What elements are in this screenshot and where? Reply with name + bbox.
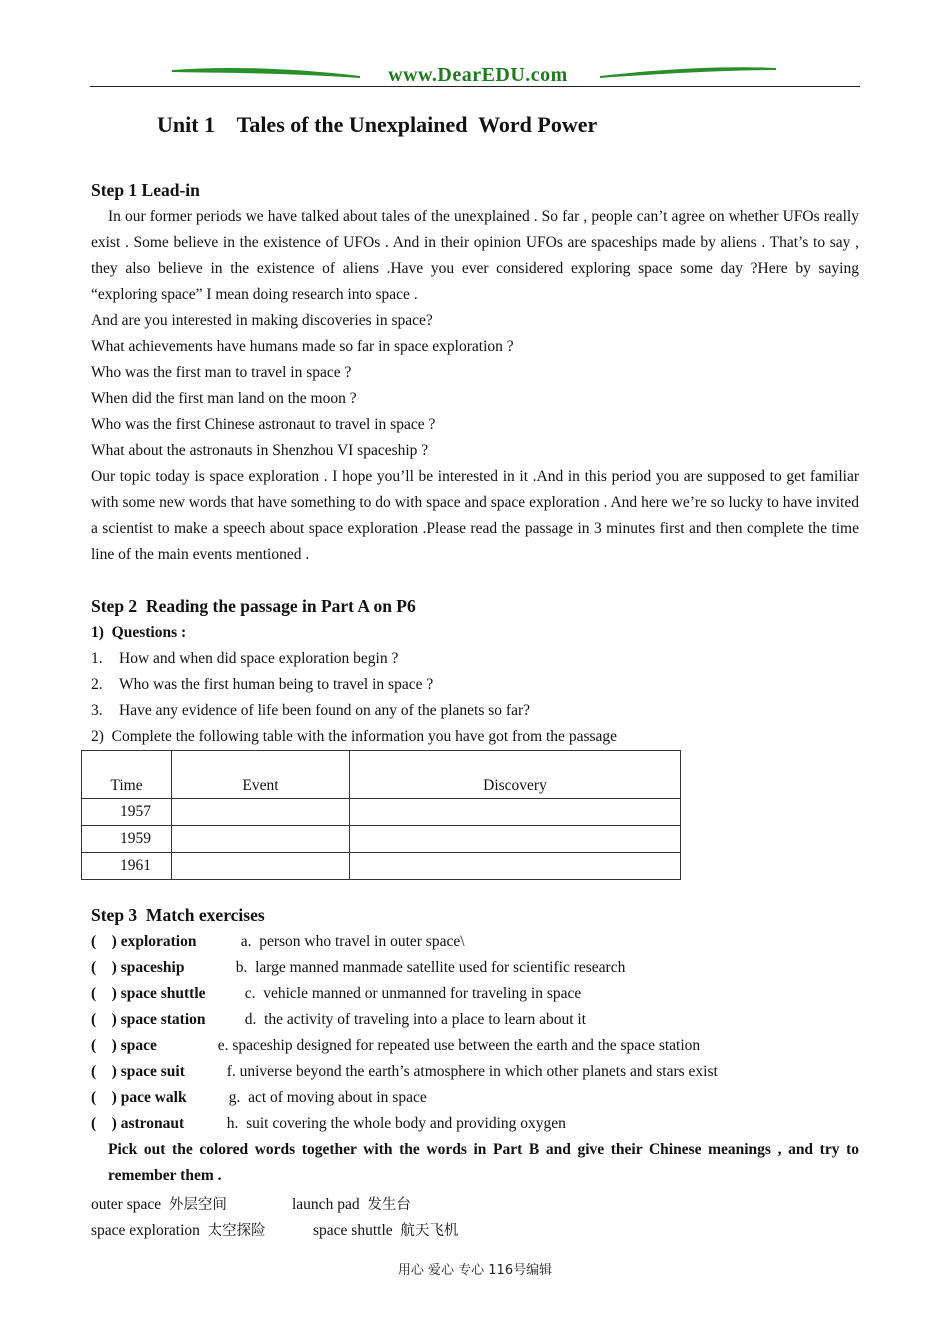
question-text: Who was the first human being to travel in space ?	[119, 676, 434, 693]
answer-blank[interactable]: ( )	[91, 1063, 117, 1080]
match-item	[91, 1089, 427, 1107]
match-term: exploration	[120, 933, 197, 950]
match-term: astronaut	[120, 1115, 185, 1132]
vocab-item	[91, 1193, 227, 1214]
match-item	[91, 959, 625, 977]
table-cell-discovery[interactable]	[350, 826, 681, 853]
match-term: space suit	[120, 1063, 185, 1080]
match-definition: h. suit covering the whole body and providing oxygen	[226, 1115, 566, 1132]
vocab-chinese: 外层空间	[168, 1197, 227, 1213]
header-logo-text: www.DearEDU.com	[388, 64, 568, 86]
table-cell-discovery[interactable]	[350, 853, 681, 880]
vocab-english: launch pad	[292, 1196, 360, 1213]
table-row	[82, 853, 681, 880]
match-definition: d. the activity of traveling into a place to learn about it	[244, 1011, 587, 1028]
vocab-item	[91, 1219, 266, 1240]
table-header-time: Time	[82, 751, 172, 799]
table-row	[82, 826, 681, 853]
match-definition: b. large manned manmade satellite used for scientific research	[235, 959, 626, 976]
vocab-chinese: 太空探险	[207, 1223, 266, 1239]
question-text: How and when did space exploration begin ?	[119, 650, 399, 667]
match-term: space station	[120, 1011, 206, 1028]
question-item	[91, 702, 530, 720]
document-title: Unit 1 Tales of the Unexplained Word Power	[157, 112, 598, 137]
match-definition: a. person who travel in outer space\	[240, 933, 465, 950]
vocab-english: outer space	[91, 1196, 162, 1213]
table-header-discovery: Discovery	[350, 751, 681, 799]
table-header-row	[82, 751, 681, 799]
match-item	[91, 1011, 586, 1029]
question-number: 3.	[91, 702, 103, 719]
table-cell-discovery[interactable]	[350, 799, 681, 826]
match-definition: g. act of moving about in space	[228, 1089, 427, 1106]
answer-blank[interactable]: ( )	[91, 933, 117, 950]
table-instruction: 2) Complete the following table with the information you have got from the passage	[91, 728, 618, 745]
step1-line: Who was the first man to travel in space ?	[91, 364, 352, 381]
table-cell-time: 1961	[82, 853, 172, 880]
step1-line: And are you interested in making discoveries in space?	[91, 312, 433, 329]
table-cell-event[interactable]	[172, 799, 350, 826]
table-cell-time: 1957	[82, 799, 172, 826]
table-row	[82, 799, 681, 826]
step1-line: When did the first man land on the moon ?	[91, 390, 357, 407]
match-item	[91, 985, 581, 1003]
match-definition: c. vehicle manned or unmanned for traveling in space	[244, 985, 582, 1002]
question-number: 1.	[91, 650, 103, 667]
timeline-table	[81, 750, 681, 880]
questions-label: 1) Questions :	[91, 624, 187, 641]
question-item	[91, 676, 433, 694]
vocab-chinese: 发生台	[367, 1197, 411, 1213]
match-term: spaceship	[120, 959, 185, 976]
match-term: pace walk	[120, 1089, 187, 1106]
answer-blank[interactable]: ( )	[91, 1089, 117, 1106]
answer-blank[interactable]: ( )	[91, 1115, 117, 1132]
step1-line: What achievements have humans made so far in space exploration ?	[91, 338, 514, 355]
page-footer: 用心 爱心 专心 116号编辑	[397, 1263, 553, 1278]
table-cell-event[interactable]	[172, 853, 350, 880]
vocab-item	[292, 1193, 411, 1214]
step1-line: What about the astronauts in Shenzhou VI spaceship ?	[91, 442, 429, 459]
step1-heading: Step 1 Lead-in	[91, 180, 200, 200]
vocab-chinese: 航天飞机	[400, 1223, 459, 1239]
match-item	[91, 1115, 566, 1133]
answer-blank[interactable]: ( )	[91, 1037, 117, 1054]
pick-out-instruction: Pick out the colored words together with the words in Part B and give their Chinese meanings , and try to remember them .	[108, 1141, 859, 1184]
match-term: space shuttle	[120, 985, 206, 1002]
match-definition: e. spaceship designed for repeated use between the earth and the space station	[217, 1037, 701, 1054]
table-header-event: Event	[172, 751, 350, 799]
step3-heading: Step 3 Match exercises	[91, 905, 265, 925]
step1-line: Who was the first Chinese astronaut to travel in space ?	[91, 416, 436, 433]
step1-closing-paragraph: Our topic today is space exploration . I hope you’ll be interested in it .And in this period you are supposed to get familiar with some new words that have something to do with space and space exploration . And here we’re so lucky to have invited a scientist to make a speech about space exploration .Please read the passage in 3 minutes first and then complete the time line of the main events mentioned .	[91, 468, 859, 563]
match-item	[91, 933, 465, 951]
question-item	[91, 650, 398, 668]
header-banner	[90, 60, 860, 90]
match-definition: f. universe beyond the earth’s atmosphere in which other planets and stars exist	[226, 1063, 718, 1080]
vocab-item	[313, 1219, 458, 1240]
vocab-english: space exploration	[91, 1222, 200, 1239]
vocab-english: space shuttle	[313, 1222, 393, 1239]
table-cell-event[interactable]	[172, 826, 350, 853]
step2-heading: Step 2 Reading the passage in Part A on P6	[91, 596, 416, 616]
question-text: Have any evidence of life been found on any of the planets so far?	[119, 702, 531, 719]
match-item	[91, 1063, 718, 1081]
answer-blank[interactable]: ( )	[91, 985, 117, 1002]
step1-paragraph: In our former periods we have talked about tales of the unexplained . So far , people can’t agree on whether UFOs really exist . Some believe in the existence of UFOs . And in their opinion UFOs are spaceships made by aliens . That’s to say , they also believe in the existence of aliens .Have you ever considered exploring space some day ?Here by saying “exploring space” I mean doing research into space .	[91, 208, 859, 303]
question-number: 2.	[91, 676, 103, 693]
answer-blank[interactable]: ( )	[91, 959, 117, 976]
answer-blank[interactable]: ( )	[91, 1011, 117, 1028]
table-cell-time: 1959	[82, 826, 172, 853]
match-item	[91, 1037, 700, 1055]
match-term: space	[120, 1037, 157, 1054]
header-rule	[90, 86, 860, 87]
